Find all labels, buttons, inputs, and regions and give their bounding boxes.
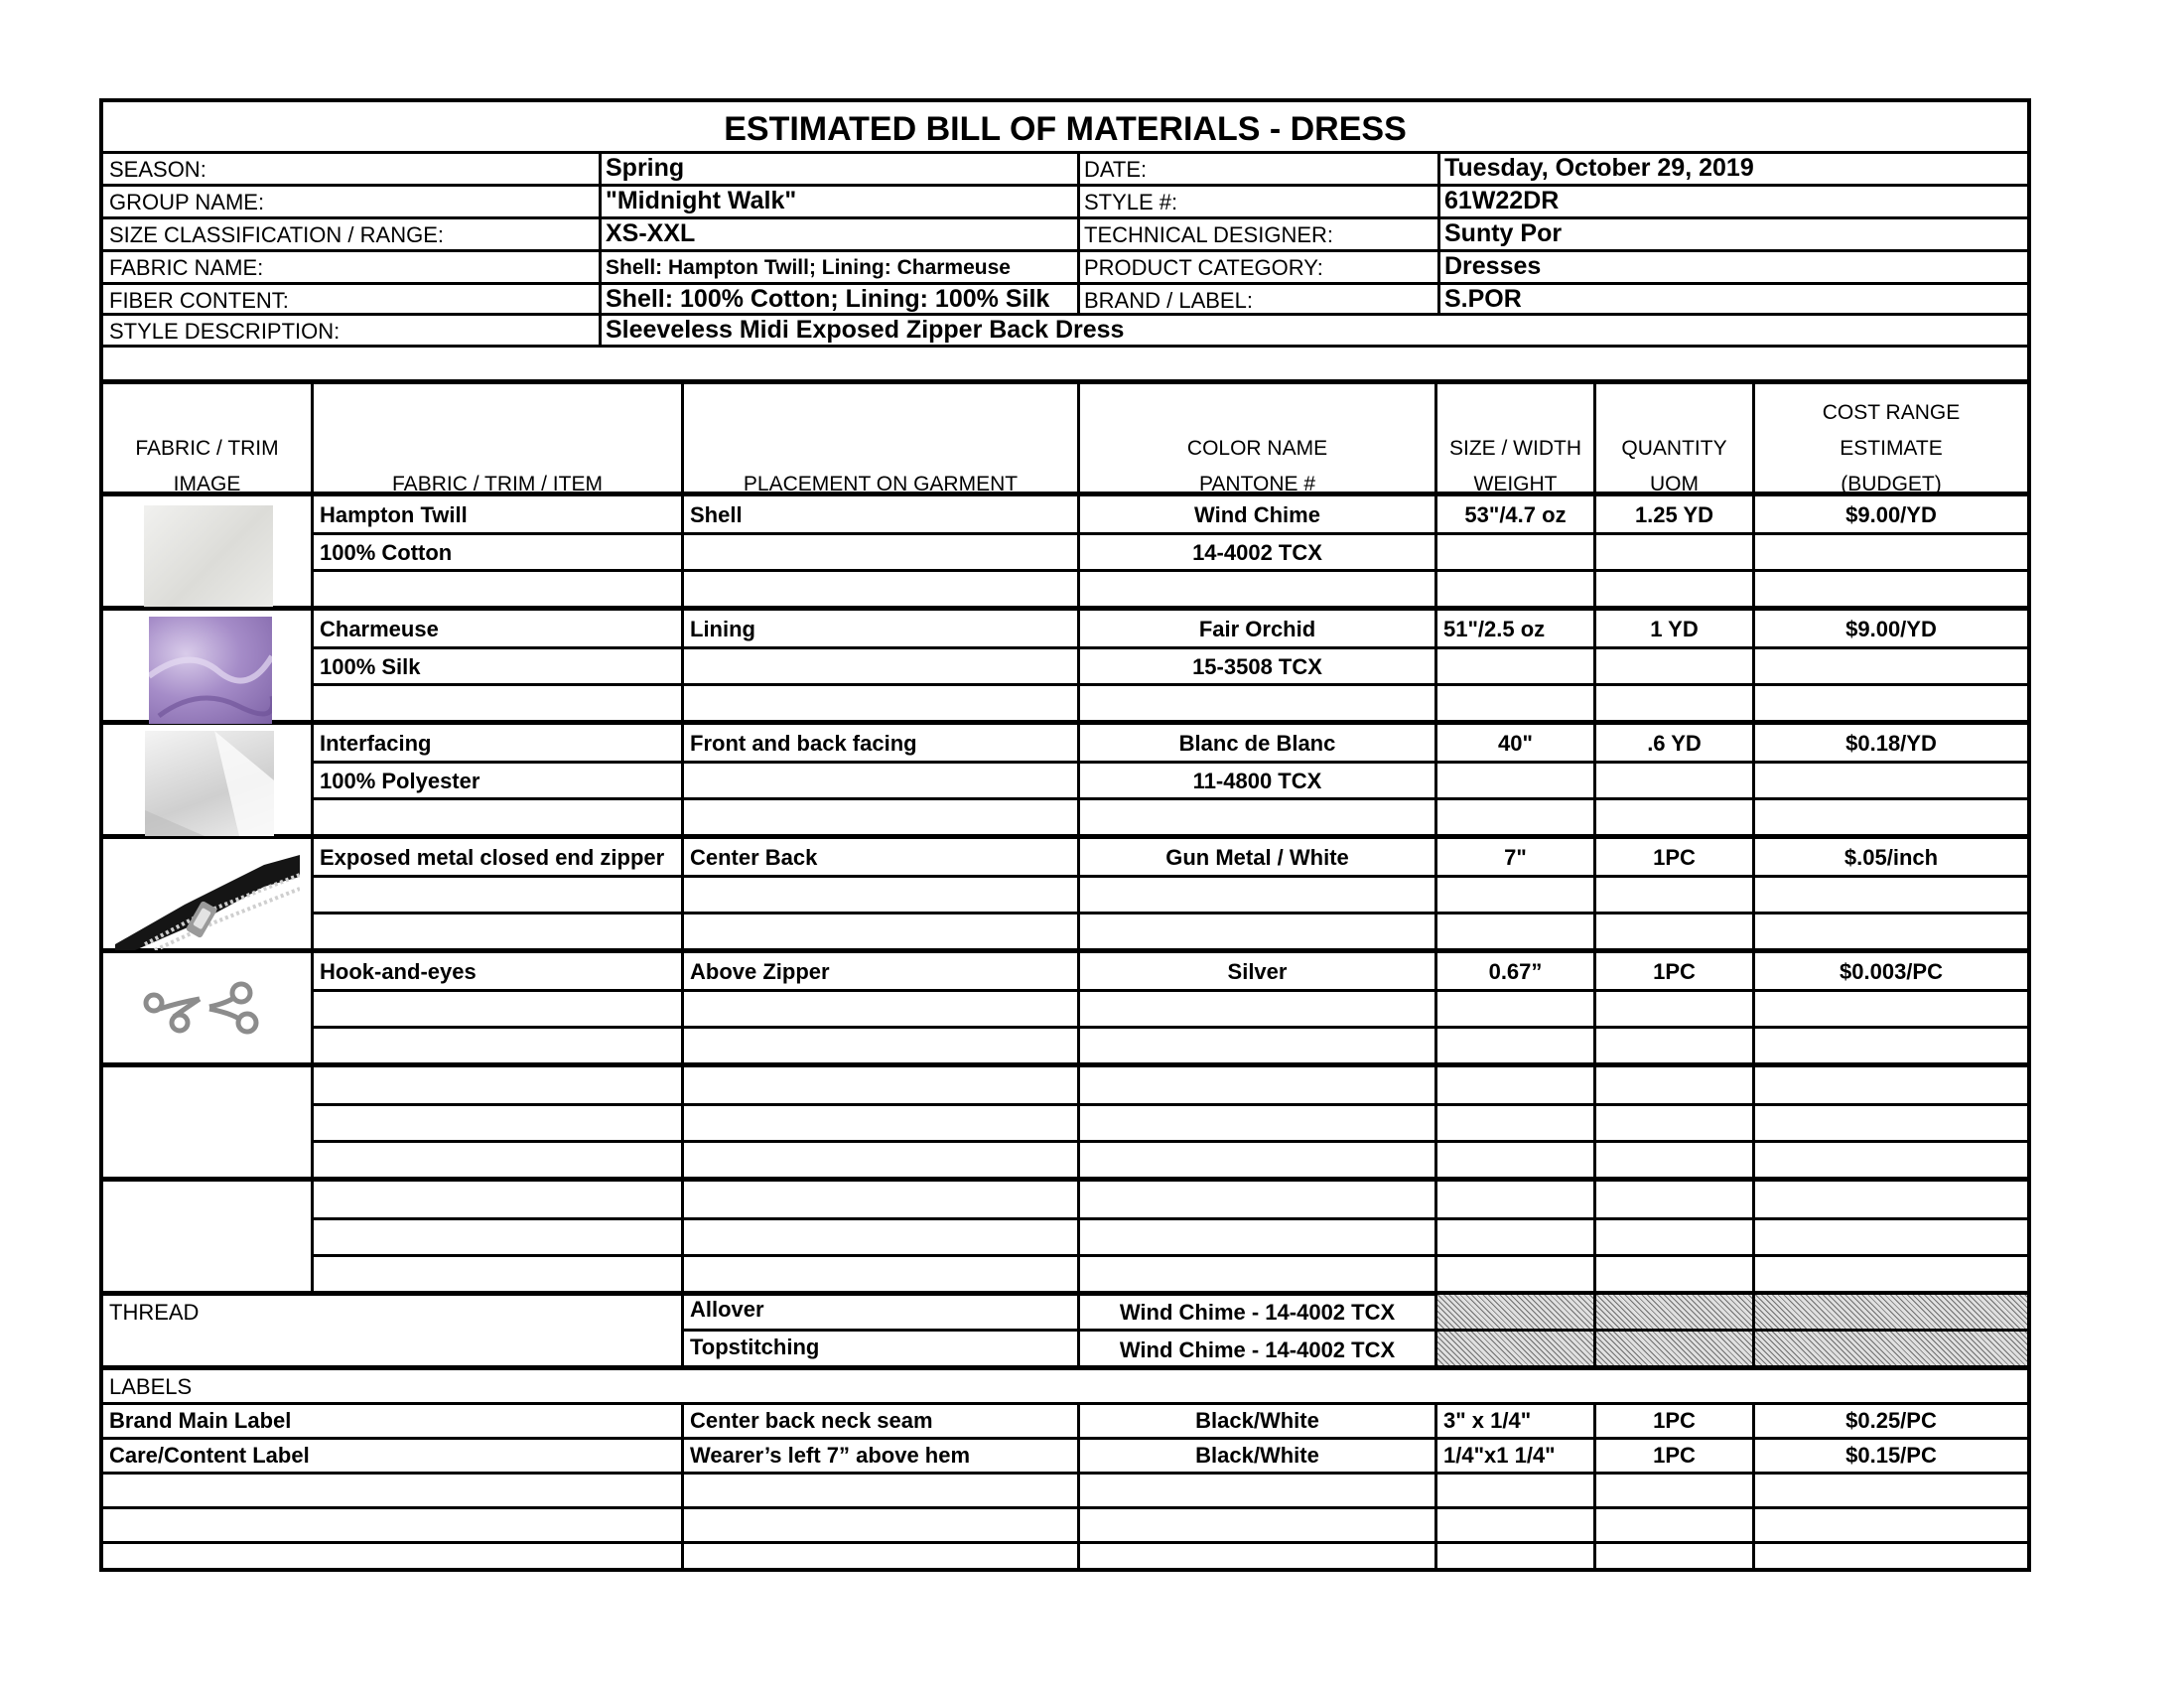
white-interfacing-swatch-icon	[145, 731, 274, 836]
rule	[103, 1506, 2027, 1509]
group-name-label: GROUP NAME:	[109, 190, 265, 214]
rule	[103, 216, 2027, 219]
rule	[314, 1026, 2027, 1029]
material-size: 53"/4.7 oz	[1464, 502, 1567, 527]
material-size: 40"	[1498, 731, 1533, 756]
thread-placement: Allover	[690, 1297, 764, 1322]
label-placement: Center back neck seam	[690, 1408, 933, 1433]
col-header-quantity: QUANTITY	[1621, 437, 1727, 460]
date-value: Tuesday, October 29, 2019	[1444, 154, 1754, 182]
rule	[103, 1365, 2027, 1370]
rule	[599, 151, 602, 346]
rule	[314, 683, 2027, 686]
material-placement: Above Zipper	[690, 959, 830, 984]
fabric-name-label: FABRIC NAME:	[109, 255, 264, 280]
col-header-budget: (BUDGET)	[1841, 473, 1942, 495]
rule	[314, 875, 2027, 878]
rule	[311, 384, 314, 1293]
hatched-cell	[1755, 1332, 2027, 1365]
material-placement: Shell	[690, 502, 743, 527]
hatched-cell	[1437, 1295, 1593, 1329]
thread-color: Wind Chime - 14-4002 TCX	[1119, 1337, 1396, 1362]
rule	[314, 797, 2027, 800]
material-quantity: 1PC	[1653, 959, 1696, 984]
material-cost: $0.18/YD	[1845, 731, 1937, 756]
fiber-content-label: FIBER CONTENT:	[109, 288, 289, 313]
col-header-image: FABRIC / TRIM	[135, 437, 279, 460]
col-header-uom: UOM	[1650, 473, 1699, 495]
thread-label: THREAD	[109, 1300, 200, 1325]
fiber-content-value: Shell: 100% Cotton; Lining: 100% Silk	[606, 285, 1050, 313]
rule	[103, 1062, 2027, 1067]
label-placement: Wearer’s left 7” above hem	[690, 1443, 971, 1468]
product-category-value: Dresses	[1444, 252, 1542, 280]
rule	[1077, 151, 1080, 316]
rule	[314, 569, 2027, 572]
rule	[103, 184, 2027, 187]
rule	[314, 1217, 2027, 1220]
rule	[1752, 384, 1755, 1368]
rule	[1434, 384, 1437, 1368]
material-cost: $9.00/YD	[1845, 617, 1937, 641]
col-header-estimate: ESTIMATE	[1840, 437, 1943, 460]
rule	[314, 989, 2027, 992]
lavender-silk-swatch-icon	[149, 617, 272, 724]
rule	[1077, 384, 1080, 1368]
label-cost: $0.15/PC	[1845, 1443, 1937, 1468]
size-range-value: XS-XXL	[606, 219, 696, 247]
material-pantone: 14-4002 TCX	[1192, 540, 1322, 565]
material-cost: $0.003/PC	[1840, 959, 1943, 984]
material-item: Exposed metal closed end zipper	[320, 845, 665, 870]
col-header-size: SIZE / WIDTH	[1449, 437, 1581, 460]
style-number-label: STYLE #:	[1084, 190, 1178, 214]
rule	[103, 1472, 2027, 1475]
rule	[314, 761, 2027, 764]
fabric-name-value: Shell: Hampton Twill; Lining: Charmeuse	[606, 256, 1011, 279]
material-item: Hampton Twill	[320, 502, 468, 527]
label-color: Black/White	[1195, 1408, 1319, 1433]
rule	[103, 720, 2027, 725]
material-item: Interfacing	[320, 731, 432, 756]
rule	[103, 379, 2027, 384]
hook-and-eye-icon	[138, 973, 277, 1043]
material-item-detail: 100% Cotton	[320, 540, 453, 565]
material-size: 0.67”	[1488, 959, 1543, 984]
hatched-cell	[1437, 1332, 1593, 1365]
label-color: Black/White	[1195, 1443, 1319, 1468]
rule	[314, 1254, 2027, 1257]
technical-designer-label: TECHNICAL DESIGNER:	[1084, 222, 1334, 247]
rule	[103, 1402, 2027, 1405]
page-title: ESTIMATED BILL OF MATERIALS - DRESS	[724, 110, 1407, 148]
rule	[681, 384, 684, 1368]
rule	[314, 1103, 2027, 1106]
material-color: Silver	[1227, 959, 1288, 984]
rule	[103, 345, 2027, 348]
material-placement: Lining	[690, 617, 755, 641]
technical-designer-value: Sunty Por	[1444, 219, 1563, 247]
style-number-value: 61W22DR	[1444, 187, 1560, 214]
rule	[103, 249, 2027, 252]
rule	[103, 282, 2027, 285]
bill-of-materials-sheet	[99, 98, 2031, 1572]
season-value: Spring	[606, 154, 685, 182]
labels-section-label: LABELS	[109, 1374, 193, 1399]
label-size: 1/4"x1 1/4"	[1443, 1443, 1556, 1468]
material-placement: Front and back facing	[690, 731, 917, 756]
rule	[103, 1177, 2027, 1182]
material-item-detail: 100% Polyester	[320, 769, 480, 793]
group-name-value: "Midnight Walk"	[606, 187, 797, 214]
rule	[103, 1541, 2027, 1544]
col-header-color: COLOR NAME	[1186, 437, 1328, 460]
material-item: Charmeuse	[320, 617, 439, 641]
material-color: Fair Orchid	[1198, 617, 1316, 641]
col-header-weight: WEIGHT	[1473, 473, 1558, 495]
material-placement: Center Back	[690, 845, 818, 870]
rule	[103, 834, 2027, 839]
hatched-cell	[1596, 1295, 1752, 1329]
material-quantity: 1PC	[1653, 845, 1696, 870]
col-header-placement: PLACEMENT ON GARMENT	[743, 473, 1019, 495]
material-color: Gun Metal / White	[1165, 845, 1349, 870]
material-item: Hook-and-eyes	[320, 959, 477, 984]
material-size: 7"	[1504, 845, 1527, 870]
thread-placement: Topstitching	[690, 1335, 820, 1359]
material-color: Wind Chime	[1194, 502, 1320, 527]
col-header-image-2: IMAGE	[173, 473, 241, 495]
rule	[1434, 1402, 1437, 1571]
material-quantity: .6 YD	[1647, 731, 1702, 756]
rule	[314, 1140, 2027, 1143]
label-item: Care/Content Label	[109, 1443, 310, 1468]
rule	[314, 646, 2027, 649]
date-label: DATE:	[1084, 157, 1148, 182]
material-quantity: 1.25 YD	[1634, 502, 1714, 527]
style-description-value: Sleeveless Midi Exposed Zipper Back Dress	[606, 316, 1125, 344]
label-quantity: 1PC	[1653, 1443, 1696, 1468]
rule	[103, 606, 2027, 611]
thread-color: Wind Chime - 14-4002 TCX	[1119, 1300, 1396, 1325]
rule	[103, 1437, 2027, 1440]
hatched-cell	[1755, 1295, 2027, 1329]
col-header-cost: COST RANGE	[1822, 401, 1961, 424]
material-item-detail: 100% Silk	[320, 654, 421, 679]
zipper-icon	[115, 845, 300, 950]
white-twill-swatch-icon	[144, 505, 273, 607]
season-label: SEASON:	[109, 157, 206, 182]
brand-label-label: BRAND / LABEL:	[1084, 288, 1253, 313]
material-size: 51"/2.5 oz	[1443, 617, 1546, 641]
product-category-label: PRODUCT CATEGORY:	[1084, 255, 1323, 280]
material-quantity: 1 YD	[1650, 617, 1699, 641]
rule	[1437, 151, 1440, 316]
rule	[314, 532, 2027, 535]
label-size: 3" x 1/4"	[1443, 1408, 1532, 1433]
col-header-item: FABRIC / TRIM / ITEM	[392, 473, 603, 495]
rule	[1593, 384, 1596, 1368]
label-cost: $0.25/PC	[1845, 1408, 1937, 1433]
material-color: Blanc de Blanc	[1178, 731, 1336, 756]
rule	[681, 1402, 684, 1571]
col-header-pantone: PANTONE #	[1198, 473, 1316, 495]
rule	[314, 912, 2027, 914]
label-item: Brand Main Label	[109, 1408, 292, 1433]
size-range-label: SIZE CLASSIFICATION / RANGE:	[109, 222, 444, 247]
label-quantity: 1PC	[1653, 1408, 1696, 1433]
brand-label-value: S.POR	[1444, 285, 1522, 313]
material-pantone: 11-4800 TCX	[1192, 769, 1322, 793]
style-description-label: STYLE DESCRIPTION:	[109, 319, 341, 344]
material-cost: $.05/inch	[1843, 845, 1939, 870]
material-cost: $9.00/YD	[1845, 502, 1937, 527]
material-pantone: 15-3508 TCX	[1192, 654, 1322, 679]
hatched-cell	[1596, 1332, 1752, 1365]
rule	[103, 948, 2027, 953]
